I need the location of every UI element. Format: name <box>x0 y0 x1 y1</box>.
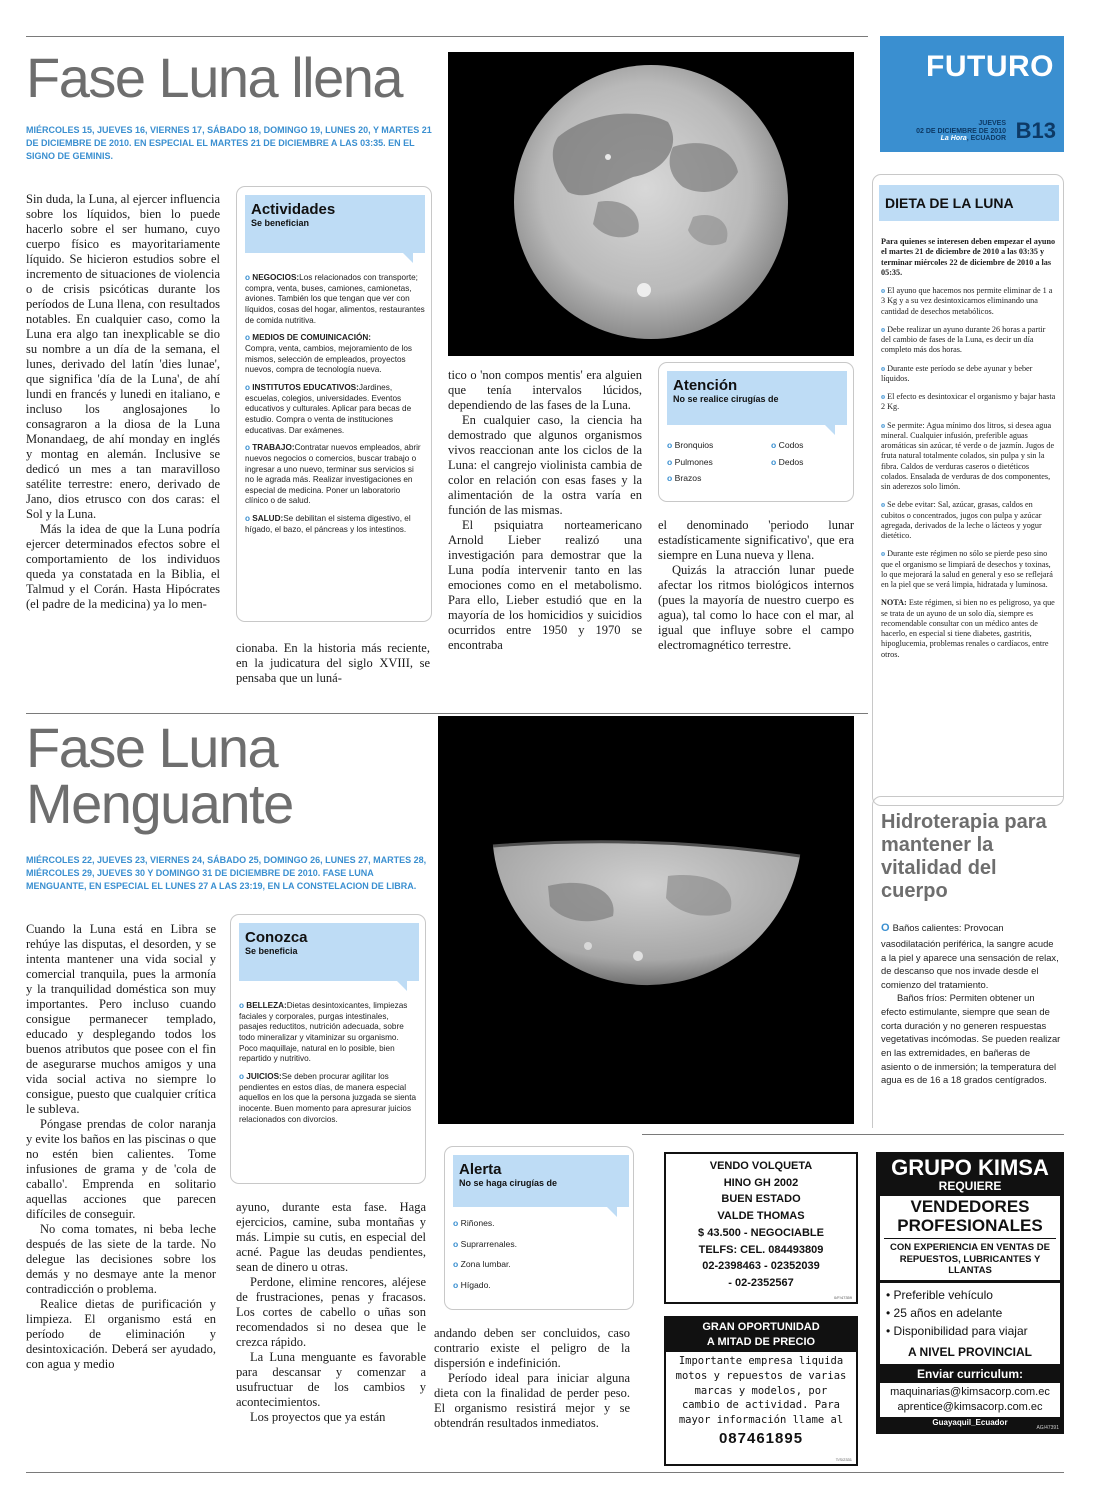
alerta-subtitle: No se haga cirugías de <box>459 1178 558 1188</box>
kimsa-email[interactable]: aprentice@kimsacorp.com.ec <box>897 1401 1043 1414</box>
list-item <box>239 1001 419 1044</box>
kimsa-bullet: • Preferible vehículo <box>886 1287 993 1302</box>
hidroterapia-title: Hidroterapia para mantener la vitalidad del cuerpo <box>881 811 1047 902</box>
kimsa-city: Guayaquil_Ecuador <box>932 1418 1008 1428</box>
bullet-icon: o <box>881 420 888 430</box>
dieta-item <box>881 421 1057 493</box>
section-date <box>916 120 1006 143</box>
dieta-note-label: NOTA: <box>881 598 907 608</box>
kimsa-send: Enviar curriculum: <box>916 1366 1024 1381</box>
ads-divider <box>642 1134 1064 1135</box>
dieta-item <box>881 392 1057 413</box>
list-item <box>245 273 425 326</box>
list-item <box>239 1072 419 1125</box>
paper-name <box>916 135 1006 143</box>
dieta-item-text: Debe realizar un ayuno durante 26 horas a partir del cambio de fases de la Luna, es decir un día completo más dos horas. <box>881 324 1046 355</box>
article2-col3-p1: andando deben ser concluidos, caso contrario existe el peligro de la dispersión e indefinición. <box>434 1326 630 1370</box>
list-item <box>245 514 425 535</box>
article1-col3-p3: El psiquiatra norteamericano Arnold Lieber realizó una investigación para demostrar que la Luna podía intervenir tanto en las emociones como en el metabolismo. Para ello, Lieber estudió que en la mayoría de los homicidios y suicidios ocurridos entre 1950 y 1970 se encontraba <box>448 518 642 652</box>
kimsa-bullet: • Disponibilidad para viajar <box>886 1323 1028 1338</box>
item-label: INSTITUTOS EDUCATIVOS: <box>252 382 359 392</box>
alerta-box <box>444 1146 634 1310</box>
article2-col1-p1: Cuando la Luna está en Libra se rehúye las disputas, el desorden, y se intenta mantener una vida social y comercial tranquila, pues la armonía y la tranquilidad doméstica son muy importantes. Pero incluso cuando consigue permanecer templado, educado y desplegando todos los buenos atributos que posee con el fin de asegurarse muchos amigos y una vida social activa no siempre lo consigue, puesto que cualquier crítica le subleva. <box>26 922 216 1116</box>
article2-title <box>26 716 293 835</box>
bullet-icon: o <box>881 363 888 373</box>
list-item-text: Brazos <box>674 473 702 484</box>
kimsa-bullets <box>880 1283 1060 1364</box>
bullet-icon: o <box>245 273 253 282</box>
item-label: MEDIOS DE COMUINICACIÓN: <box>252 333 371 343</box>
article2-title-line2: Menguante <box>26 772 293 835</box>
section-name: FUTURO <box>926 50 1054 83</box>
paper-prefix: La Hora <box>940 135 967 143</box>
article1-col3-p2: En cualquier caso, la ciencia ha demostrado que algunos organismos vivos reaccionan ante los ciclos de la Luna: el cangrejo violinista cambia de color en relación con esas fases y la alimentación de la ostra varía en función de las mismas. <box>448 413 642 517</box>
alerta-header <box>453 1155 629 1207</box>
list-item <box>667 474 763 483</box>
bullet-icon: o <box>667 440 675 450</box>
bullet-icon: o <box>245 443 253 453</box>
item-text: Contratar nuevos empleados, abrir nuevos negocios o comercios, buscar trabajo o ingresar a uno nuevo, terminar sus servicios si no le agrada más. Realizar investigaciones en especial de medicina. Poner un laboratorio clínico o de salud. <box>245 443 421 506</box>
atencion-header <box>667 371 847 425</box>
list-item-text: Dedos <box>778 456 804 467</box>
list-item <box>453 1281 623 1290</box>
list-item <box>453 1219 623 1228</box>
list-item <box>667 441 763 450</box>
full-moon-icon <box>448 52 854 356</box>
item-label: BELLEZA: <box>246 1001 287 1010</box>
ad-line: BUEN ESTADO <box>721 1193 801 1206</box>
kimsa-ad <box>876 1152 1064 1434</box>
item-text: Se debilitan el sistema digestivo, el hígado, el bazo, el páncreas y los intestinos. <box>245 514 411 534</box>
kimsa-roles <box>880 1196 1060 1280</box>
paper-suffix: , ECUADOR <box>966 135 1006 143</box>
ad-line: HINO GH 2002 <box>723 1176 799 1189</box>
kimsa-requires: REQUIERE <box>938 1179 1002 1194</box>
actividades-list <box>245 273 425 542</box>
kimsa-experience: CON EXPERIENCIA EN VENTAS DE REPUESTOS, LUBRICANTES Y LLANTAS <box>884 1238 1056 1276</box>
list-item-text: Hígado. <box>460 1279 491 1290</box>
ad-line: 02-2398463 - 02352039 <box>702 1260 820 1273</box>
dieta-item <box>881 325 1057 356</box>
dieta-box <box>872 174 1064 806</box>
conozca-subtitle: Se beneficia <box>245 946 298 956</box>
dieta-item <box>881 549 1057 590</box>
actividades-title: Actividades <box>251 201 336 218</box>
atencion-title: Atención <box>673 377 738 394</box>
item-text: Compra, venta, cambios, mejoramiento de los mismos, selección de empleados, proyectos nuevos, compra de tecnología nueva. <box>245 343 413 375</box>
ad-head-line: GRAN OPORTUNIDAD <box>702 1321 820 1333</box>
bottom-rule <box>26 1472 1064 1473</box>
dieta-note-text: Este régimen, si bien no es peligroso, ya que se trata de un ayuno de un solo día, siempre es recomendable consultar con un médico antes de hacerlo, en especial si tiene diabetes, gastritis, hipoglucemia, problemas renales o cardíacos, entre otros. <box>881 598 1055 659</box>
ad-line: VALDE THOMAS <box>717 1210 805 1223</box>
list-item-text: Suprarrenales. <box>460 1238 518 1249</box>
bullet-icon: o <box>245 382 253 392</box>
article2-title-line1: Fase Luna <box>26 716 278 779</box>
hidroterapia-p1-text: Baños calientes: Provocan vasodilatación periférica, la sangre acude a la piel y aparece una sensación de relax, de descanso que nos invade desde el comienzo del tratamiento. <box>881 922 1059 990</box>
list-item <box>245 333 425 376</box>
full-moon-photo <box>448 52 854 356</box>
atencion-list-left <box>667 441 763 491</box>
article2-col2-p1: ayuno, durante esta fase. Haga ejercicios, camine, suba montañas y más. Limpie su cutis, en especial del acné. Pague las deudas pendientes, sean de dinero u otras. <box>236 1200 426 1274</box>
list-item <box>239 1044 419 1065</box>
dieta-item <box>881 286 1057 317</box>
article2-dates: MIÉRCOLES 22, JUEVES 23, VIERNES 24, SÁBADO 25, DOMINGO 26, LUNES 27, MARTES 28, MIÉRCOLES 29, JUEVES 30 Y DOMINGO 31 DE DICIEMBRE DE 2010. FASE LUNA MENGUANTE, EN ESPECIAL EL LUNES 27 A LAS 23:19, EN LA CONSTELACION DE LIBRA. <box>26 855 427 892</box>
bullet-icon: o <box>245 514 253 524</box>
hidroterapia-p2: Baños fríos: Permiten obtener un efecto estimulante, siempre que sean de corta duración y no generen respuestas vegetativas incómodas. Se pueden realizar en las extremidades, en bañeras de asiento o de inmersión; la temperatura del agua es de 16 a 18 grados centígrados. <box>881 992 1061 1086</box>
list-item <box>771 458 851 467</box>
dieta-title: DIETA DE LA LUNA <box>879 185 1059 221</box>
half-moon-photo <box>438 716 854 1124</box>
dieta-item <box>881 364 1057 385</box>
ad-line: TELFS: CEL. 084493809 <box>698 1243 824 1256</box>
article2-col1-p4: Realice dietas de purificación y limpieza. El organismo está en período de eliminación y desintoxicación. Deberá ser ayudado, con agua y medio <box>26 1297 216 1371</box>
kimsa-emails <box>880 1383 1060 1418</box>
actividades-header <box>245 195 425 253</box>
list-item <box>771 441 851 450</box>
bullet-icon: o <box>881 549 888 559</box>
article1-col2-p1: cionaba. En la historia más reciente, en la judicatura del siglo XVIII, se pensaba que un luná- <box>236 641 430 685</box>
article2-col3 <box>434 1326 630 1431</box>
section-header <box>880 36 1064 152</box>
article2-col1 <box>26 922 216 1372</box>
top-rule <box>26 36 868 37</box>
list-item <box>453 1260 623 1269</box>
item-label: JUICIOS: <box>246 1071 282 1081</box>
article1-col2 <box>236 641 430 686</box>
ad-code: T/S/2331 <box>835 1457 852 1462</box>
conozca-box <box>230 914 426 1184</box>
item-label: NEGOCIOS: <box>252 273 300 282</box>
item-label: TRABAJO: <box>252 443 295 453</box>
atencion-subtitle: No se realice cirugías de <box>673 394 779 404</box>
bullet-icon: o <box>881 500 888 510</box>
list-item-text: Riñones. <box>460 1218 495 1228</box>
list-item <box>667 458 763 467</box>
conozca-title: Conozca <box>245 929 308 946</box>
article1-col1 <box>26 192 220 612</box>
atencion-list-right <box>771 441 851 474</box>
item-text: Los relacionados con transporte; compra, venta, buses, camiones, camionetas, aviones. También los que tengan que ver con líquidos, cosas del hogar, alimentos, restaurantes de comida nutritiva. <box>245 273 425 325</box>
article1-col4-p2: Quizás la atracción lunar puede afectar los ritmos biológicos internos (pues la mayoría de nuestro cuerpo es agua), tal como lo hace con el mar, al igual que influye sobre el campo electromagnético terrestre. <box>658 563 854 652</box>
oportunidad-ad-phone: 087461895 <box>718 1430 804 1448</box>
atencion-box <box>658 362 854 502</box>
list-item <box>245 443 425 507</box>
ad-line: $ 43.500 - NEGOCIABLE <box>698 1226 824 1239</box>
conozca-header <box>239 923 419 981</box>
bullet-icon: o <box>245 333 253 343</box>
item-text: Se deben procurar agilitar los pendientes en estos días, de manera especial aquellos en los que la persona juzgada se sienta inocente. Buen momento para apresurar juicios relacionados con divorcios. <box>239 1071 417 1124</box>
ad-line: VENDO VOLQUETA <box>709 1160 813 1172</box>
list-item-text: Pulmones <box>674 456 713 467</box>
dieta-item-text: El ayuno que hacemos nos permite eliminar de 1 a 3 Kg y a su vez desintoxicarnos eliminando una cantidad de desechos metabólicos. <box>881 286 1053 316</box>
article2-col2-p4: Los proyectos que ya están <box>250 1410 386 1424</box>
article1-col1-p2: Más la idea de que la Luna podría ejercer determinados efectos sobre el comportamiento de los individuos queda ya constatada en la Biblia, el Talmud y el Corán. Hasta Hipócrates (el padre de la medicina) ya lo men- <box>26 522 220 611</box>
dieta-item-text: Durante este período se debe ayunar y beber líquidos. <box>881 363 1033 383</box>
list-item <box>453 1240 623 1249</box>
bullet-icon: o <box>771 440 779 450</box>
dieta-item-text: Se permite: Agua mínimo dos litros, si desea agua mineral. Cualquier infusión, preferible aguas aromáticas sin azúcar, té verde o de jazmín. Jugos de fruta natural totalmente colados, sin pulpa y sin la fibra. Caldos de verduras caseros o dietéticos colados. Ensalada de verduras de dos componentes, sin aderezos solo limón. <box>881 420 1055 491</box>
article2-col2-p3: La Luna menguante es favorable para descansar y comenzar a usufructuar de los cambios y acontecimientos. <box>236 1350 426 1409</box>
article1-col3-p1: tico o 'non compos mentis' era alguien que tenía intervalos lúcidos, dependiendo de las fases de la Luna. <box>448 368 642 412</box>
article1-col3 <box>448 368 642 653</box>
bullet-icon: o <box>667 473 675 484</box>
ad-head-line: A MITAD DE PRECIO <box>706 1335 816 1348</box>
volqueta-ad <box>664 1152 858 1304</box>
kimsa-bullet: • 25 años en adelante <box>886 1305 1003 1320</box>
list-item <box>245 383 425 436</box>
oportunidad-ad-body: Importante empresa liquida motos y repuestos de varias marcas y modelos, por cambio de actividad. Para mayor información llame al <box>675 1354 847 1427</box>
kimsa-name: GRUPO KIMSA <box>891 1155 1049 1180</box>
ad-line: - 02-2352567 <box>728 1277 794 1290</box>
article2-col1-p2: Póngase prendas de color naranja y evite los baños en las piscinas o que no estén bien calientes. Tome infusiones de grama y de 'cola de caballo'. Emprenda en solitario aquellas acciones que parecen difíciles de conseguir. <box>26 1117 216 1221</box>
dieta-note <box>881 598 1057 660</box>
article1-col4-p1: el denominado 'periodo lunar estadísticamente significativo', que era siempre en Luna nueva y llena. <box>658 518 854 562</box>
item-text: Jardines, escuelas, colegios, universidades. Eventos educativos y culturales. Aplicar para becas de estudio. Compra o venta de instituciones educativas. Dar exámenes. <box>245 382 412 435</box>
volqueta-ad-text <box>666 1158 856 1292</box>
kimsa-national: A NIVEL PROVINCIAL <box>907 1344 1032 1359</box>
bullet-icon: o <box>881 286 888 295</box>
bullet-icon: o <box>453 1259 461 1270</box>
section-divider <box>26 713 868 714</box>
bullet-icon: o <box>453 1238 461 1249</box>
list-item-text: Zona lumbar. <box>460 1259 511 1270</box>
item-text: Dietas desintoxicantes, limpiezas faciales y corporales, purgas intestinales, pasajes reductitos, nutrición adecuada, sobre todo mineralizar y vitaminizar su organismo. <box>239 1001 408 1042</box>
dieta-content <box>881 237 1057 668</box>
bullet-icon: O <box>881 922 893 934</box>
dieta-item-text: Durante este régimen no sólo se pierde peso sino que el organismo se limpiará de desechos y toxinas, lo que mejorará la salud en general y eso se reflejará en la piel que se verá limpia, hidratada y luminosa. <box>881 549 1053 589</box>
actividades-box <box>236 186 432 622</box>
ad-code: AG/47391 <box>1036 1425 1059 1431</box>
half-moon-icon <box>438 716 854 1124</box>
hidroterapia-p1 <box>881 921 1061 991</box>
alerta-title: Alerta <box>459 1161 502 1178</box>
page-number: B13 <box>1015 118 1056 143</box>
bullet-icon: o <box>239 1071 247 1081</box>
alerta-list <box>453 1219 623 1297</box>
article2-col2 <box>236 1200 426 1425</box>
bullet-icon: o <box>453 1279 461 1290</box>
bullet-icon: o <box>667 456 675 467</box>
kimsa-email[interactable]: maquinarias@kimsacorp.com.ec <box>890 1385 1050 1398</box>
hidroterapia-content <box>881 921 1061 1087</box>
list-item-text: Codos <box>778 440 804 450</box>
article1-dates: MIÉRCOLES 15, JUEVES 16, VIERNES 17, SÁBADO 18, DOMINGO 19, LUNES 20, Y MARTES 21 DE DICIEMBRE DE 2010. EN ESPECIAL EL MARTES 21 DE DICIEMBRE A LAS 03:35. EN EL SIGNO DE GEMINIS. <box>26 125 432 162</box>
dieta-item <box>881 500 1057 541</box>
bullet-icon: o <box>881 392 888 401</box>
section-date-text: 02 DE DICIEMBRE DE 2010 <box>916 127 1006 135</box>
ad-code: 0/F/47359 <box>833 1295 852 1300</box>
actividades-subtitle: Se benefician <box>251 218 310 228</box>
dieta-intro: Para quienes se interesen deben empezar el ayuno el martes 21 de diciembre de 2010 a las 03:35 y terminar miércoles 22 de diciembre de 2010 a las 05:35. <box>881 237 1056 277</box>
conozca-list <box>239 1001 419 1132</box>
article2-col1-p3: No coma tomates, ni beba leche después de las siete de la tarde. No delegue las decisiones sobre los demás y no desmaye ante la menor contradicción o problema. <box>26 1222 216 1296</box>
hidroterapia-box <box>872 796 1064 1128</box>
list-item-text: Bronquios <box>674 440 714 450</box>
oportunidad-ad <box>664 1316 858 1466</box>
article1-col4 <box>658 518 854 653</box>
item-text: Poco maquillaje, natural en lo posible, bien repartido y nutritivo. <box>239 1043 395 1064</box>
oportunidad-ad-header <box>666 1318 856 1352</box>
article2-col3-p2: Período ideal para iniciar alguna dieta con la finalidad de perder peso. El organismo resistirá mejor y se obtendrán resultados inmediatos. <box>434 1371 630 1430</box>
kimsa-role2: PROFESIONALES <box>897 1215 1043 1235</box>
article1-col1-p1: Sin duda, la Luna, al ejercer influencia sobre los líquidos, bien lo puede hacerlo sobre el ser humano, cuyo cuerpo físico es mayoritariamente líquido. Se hicieron estudios sobre el incremento de situaciones de violencia o de crisis psicóticas durante los períodos de Luna llena, con resultados notables. En cualquier caso, como la Luna era algo tan inexplicable se dio su nombre a un día de la semana, el lunes, derivado del latín 'dies lunae', que significa 'día de la Luna', de ahí lundi en francés y lunedi en italiano, e incluso los anglosajones lo consagraron a la diosa de la Luna Monandaeg, de ahí monday en inglés y montag en alemán. Inclusive se dedicó un mes a tan maravilloso satélite terrestre: enero, derivado de Jano, dios etrusco con dos caras: el Sol y la Luna. <box>26 192 220 521</box>
bullet-icon: o <box>881 324 888 334</box>
kimsa-role1: VENDEDORES <box>910 1197 1030 1217</box>
bullet-icon: o <box>453 1218 461 1228</box>
dieta-item-text: El efecto es desintoxicar el organismo y bajar hasta 2 Kg. <box>881 392 1056 412</box>
article1-title: Fase Luna llena <box>26 46 403 109</box>
bullet-icon: o <box>239 1001 247 1010</box>
bullet-icon: o <box>771 456 779 467</box>
article2-col2-p2: Perdone, elimine rencores, aléjese de frustraciones, penas y fracasos. Los cortes de cabello o uñas son recomendados si no desea que le crezca rápido. <box>236 1275 426 1349</box>
dieta-item-text: Se debe evitar: Sal, azúcar, grasas, caldos en cubitos o concentrados, jugos con pulpa y azúcar agregada, derivados de la leche o lácteos y yogur dietético. <box>881 500 1042 540</box>
item-label: SALUD: <box>252 514 284 524</box>
section-day: JUEVES <box>978 120 1006 127</box>
